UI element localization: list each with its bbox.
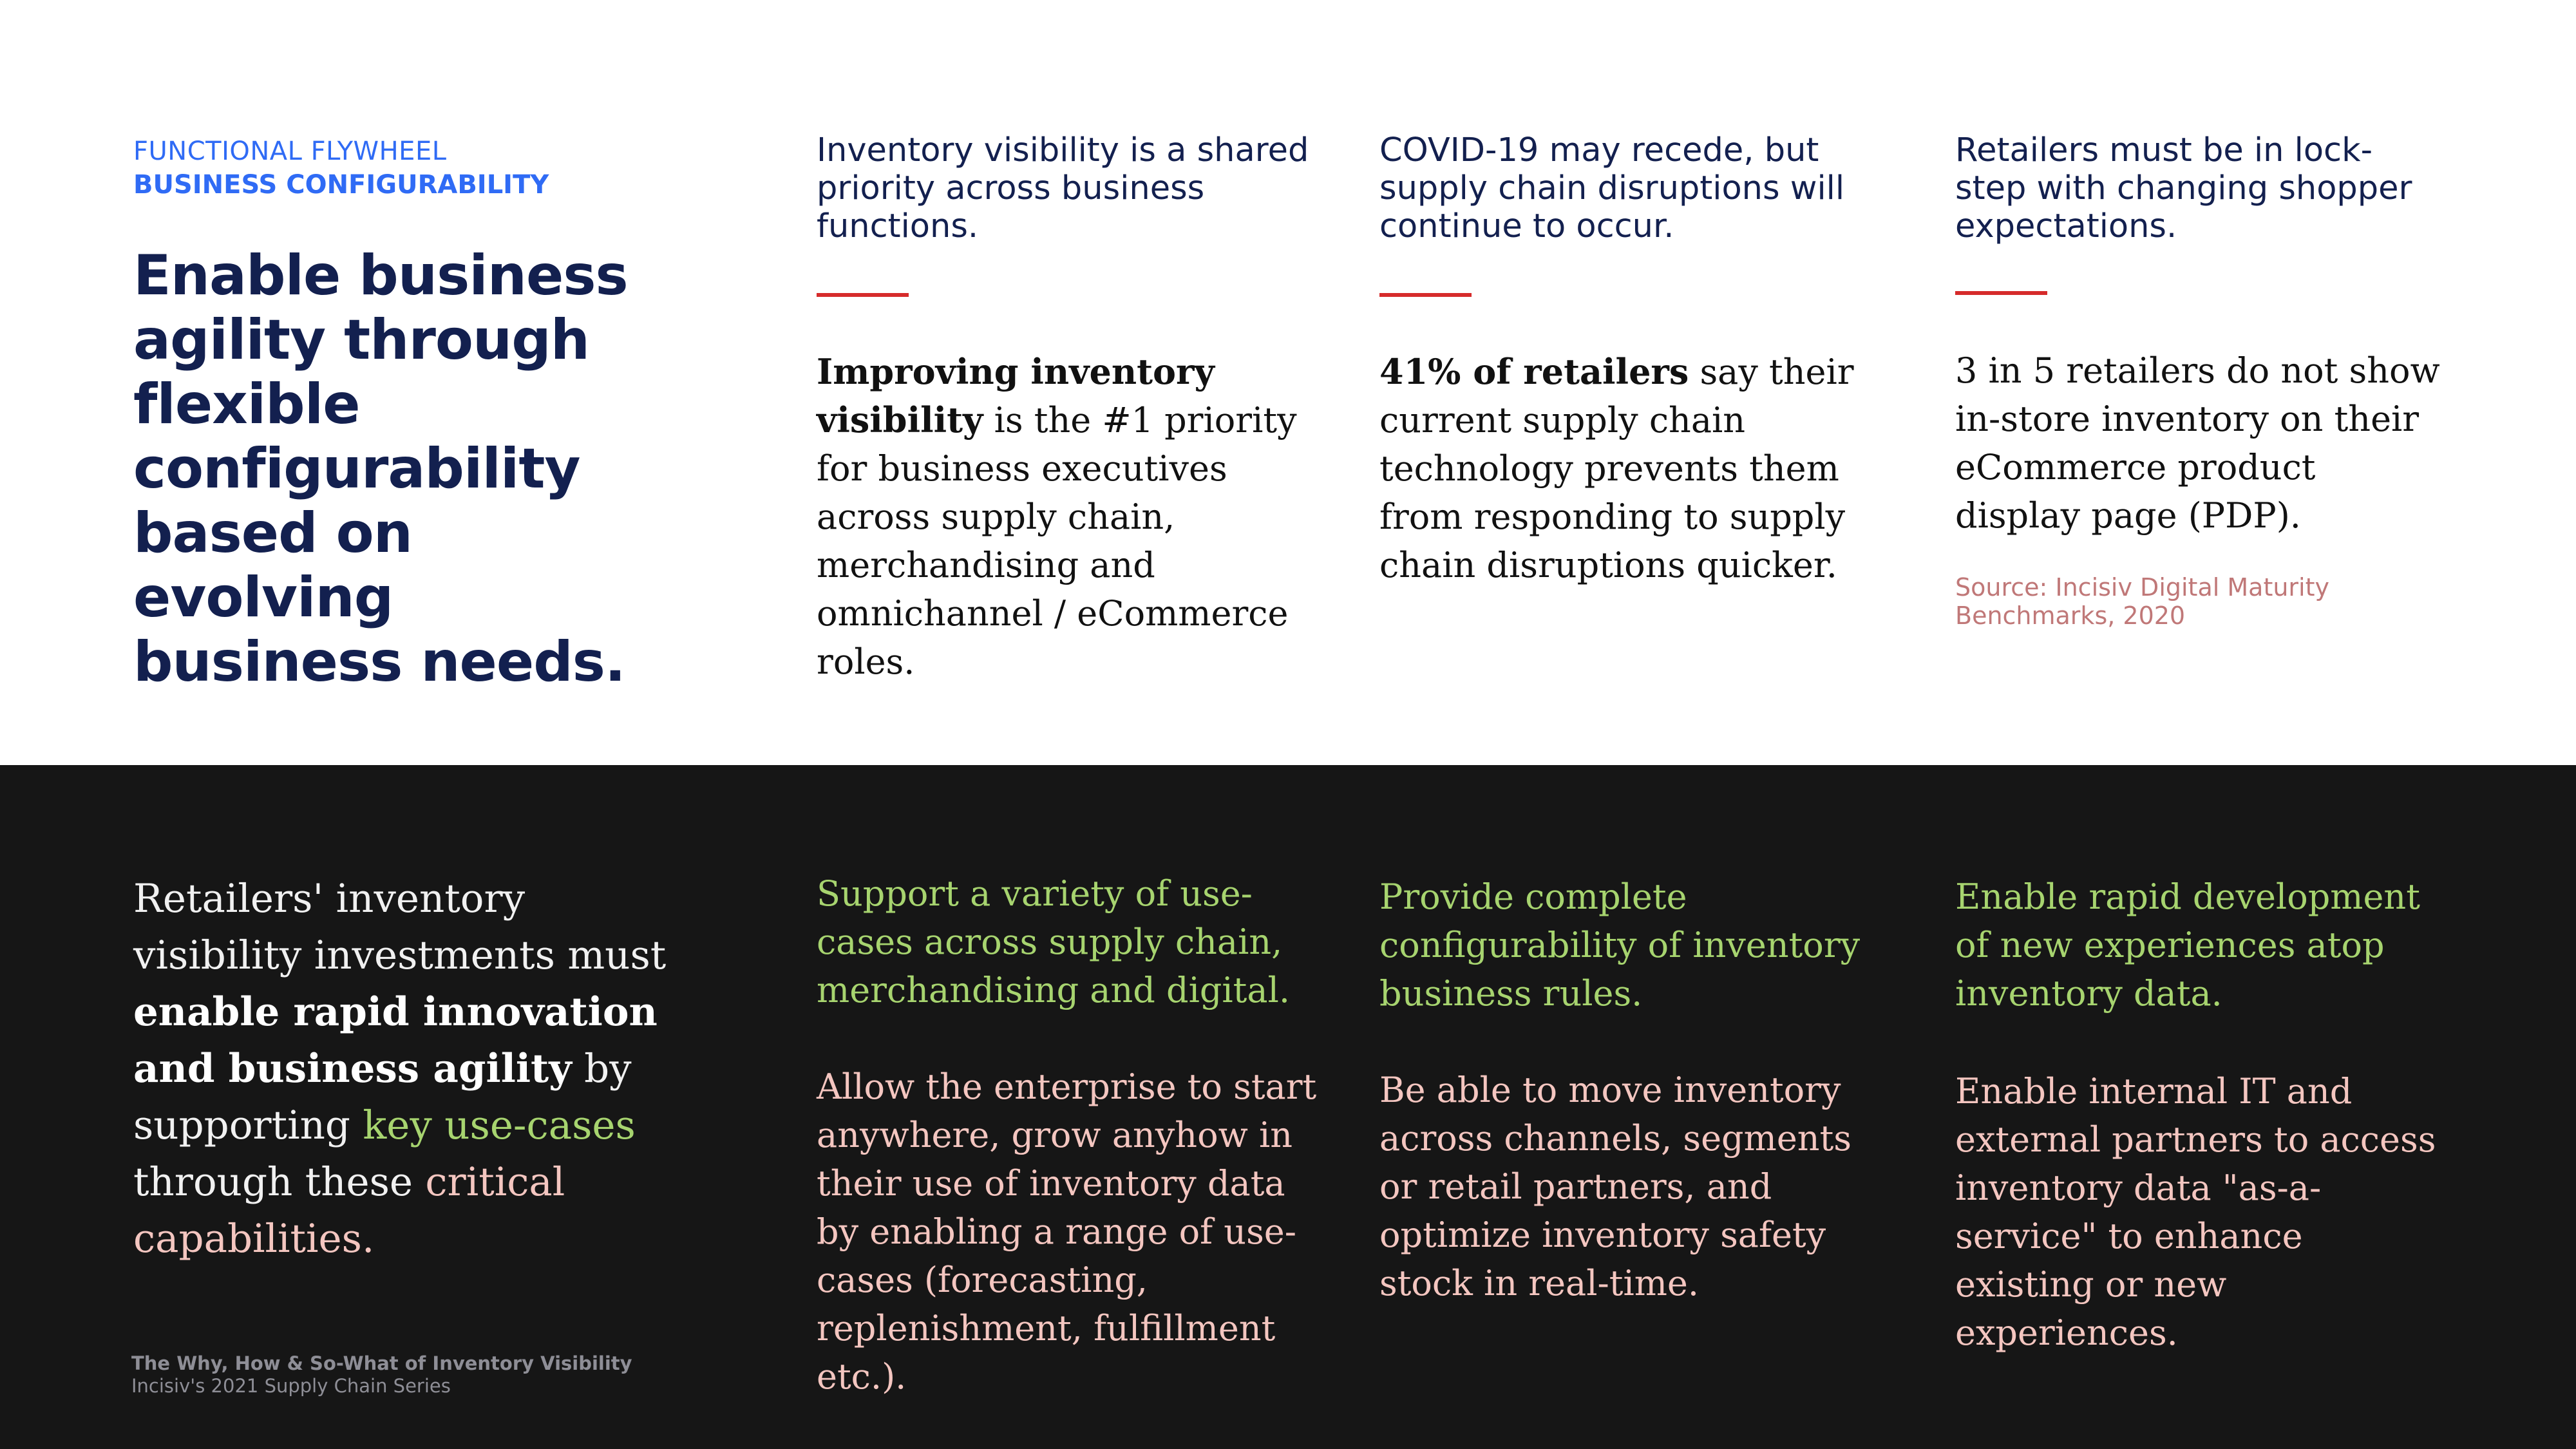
eyebrow-section-label: BUSINESS CONFIGURABILITY xyxy=(133,170,549,200)
intro-statement: Retailers' inventory visibility investments must enable rapid innovation and business agility by supporting key use-cases through these critical capabilities. xyxy=(133,876,667,1262)
stat-heading-2: COVID-19 may recede, but supply chain disruptions will continue to occur. xyxy=(1379,131,1844,245)
title-line: flexible xyxy=(133,372,360,437)
stat-heading-1: Inventory visibility is a shared priority across business functions. xyxy=(817,131,1309,245)
accent-divider xyxy=(1955,291,2047,295)
stat-emphasis: 41% of retailers xyxy=(1379,351,1689,392)
accent-divider xyxy=(1379,293,1472,297)
accent-divider xyxy=(817,293,909,297)
stat-heading-3: Retailers must be in lock- step with changing shopper expectations. xyxy=(1955,131,2412,245)
footer-title: The Why, How & So-What of Inventory Visibility xyxy=(131,1352,632,1374)
footer-subtitle: Incisiv's 2021 Supply Chain Series xyxy=(131,1375,451,1397)
source-citation: Source: Incisiv Digital Maturity Benchmarks, 2020 xyxy=(1955,573,2330,630)
title-line: agility through xyxy=(133,308,589,372)
eyebrow-label: FUNCTIONAL FLYWHEEL xyxy=(133,137,447,166)
title-line: Enable business xyxy=(133,243,628,308)
title-line: configurability xyxy=(133,437,580,501)
stat-body-3: 3 in 5 retailers do not show in-store inventory on their eCommerce product display page (PDP). xyxy=(1955,350,2440,536)
stat-emphasis: Improving inventory visibility xyxy=(817,351,1215,440)
capability-body-1: Allow the enterprise to start anywhere, grow anyhow in their use of inventory data by enabling a range of use-cases (forecasting, replenishment, fulfillment etc.). xyxy=(817,1066,1317,1397)
capability-body-2: Be able to move inventory across channels, segments or retail partners, and optimize inventory safety stock in real-time. xyxy=(1379,1070,1852,1303)
stat-body-1: Improving inventory visibility is the #1 priority for business executives across supply chain, merchandising and omnichannel / eCommerce roles. xyxy=(817,351,1297,682)
title-line: business needs. xyxy=(133,630,625,694)
capability-heading-1: Support a variety of use-cases across supply chain, merchandising and digital. xyxy=(817,873,1291,1010)
capability-heading-2: Provide complete configurability of inventory business rules. xyxy=(1379,876,1861,1014)
capability-body-3: Enable internal IT and external partners to access inventory data "as-a-service" to enhance existing or new experiences. xyxy=(1955,1071,2436,1353)
title-line: based on evolving xyxy=(133,501,412,630)
capability-heading-3: Enable rapid development of new experiences atop inventory data. xyxy=(1955,876,2420,1014)
stat-body-2: 41% of retailers say their current supply chain technology prevents them from responding to supply chain disruptions quicker. xyxy=(1379,351,1854,585)
page-title xyxy=(133,243,687,694)
